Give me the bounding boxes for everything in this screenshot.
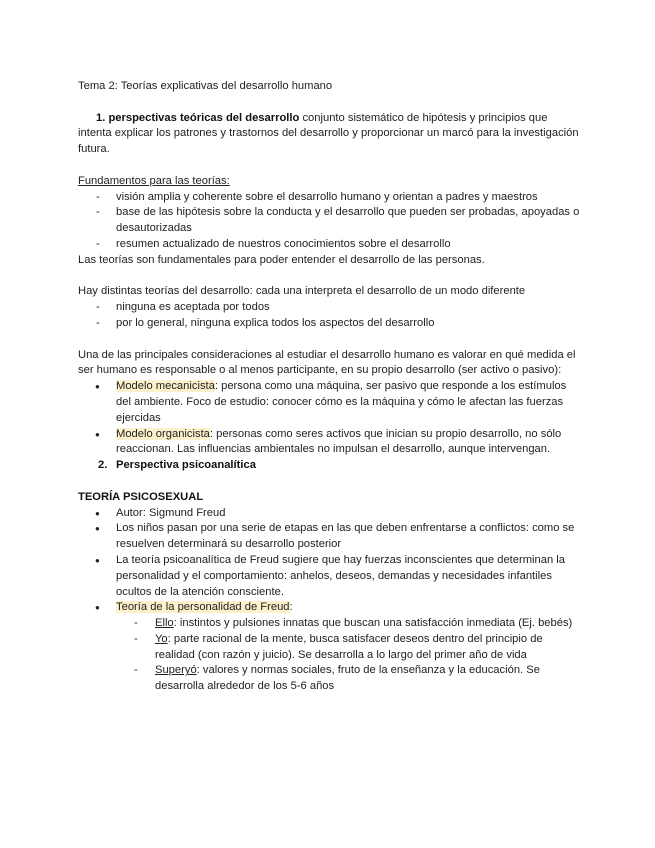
superyo-label: Superyó — [155, 664, 197, 677]
section-1-text: conjunto sistemático de hipótesis y principios que intenta explicar los patrones y trastornos del desarrollo y proporcionar un marcó para la investigación futura. — [78, 111, 579, 156]
section-2-label: Perspectiva psicoanalítica — [116, 459, 256, 472]
teoria-heading — [78, 490, 583, 506]
distintas-list — [78, 300, 583, 332]
list-item — [78, 379, 583, 426]
personalidad-sublist — [78, 616, 583, 695]
distintas-intro: Hay distintas teorías del desarrollo: cada una interpreta el desarrollo de un modo diferente — [78, 285, 526, 298]
list-item — [78, 632, 583, 664]
list-item: - visión amplia y coherente sobre el desarrollo humano y orientan a padres y maestros — [78, 190, 583, 206]
document-title: Tema 2: Teorías explicativas del desarrollo humano — [78, 80, 333, 92]
list-item: ● Los niños pasan por una serie de etapas en las que deben enfrentarse a conflictos: como se resuelven determinará su desarrollo posterior — [78, 521, 583, 553]
ello-label: Ello — [155, 617, 174, 630]
fundamentos-heading: Fundamentos para las teorías: — [78, 174, 230, 187]
list-item — [78, 427, 583, 459]
section-2-heading — [78, 458, 583, 474]
superyo-text: : valores y normas sociales, fruto de la enseñanza y la educación. Se desarrolla alrededor de los 5-6 años — [155, 664, 540, 693]
personalidad-label: Teoría de la personalidad de Freud — [116, 601, 290, 614]
fundamentos-conclusion: Las teorías son fundamentales para poder entender el desarrollo de las personas. — [78, 253, 485, 266]
section-2-number: 2. — [98, 459, 108, 472]
yo-label: Yo — [155, 632, 168, 645]
list-item: ● La teoría psicoanalítica de Freud sugiere que hay fuerzas inconscientes que determinan la personalidad y el comportamiento: anhelos, deseos, demandas y necesidades infantiles ocultos de la atención consciente. — [78, 553, 583, 600]
section-1-heading: 1. perspectivas teóricas del desarrollo — [96, 111, 300, 124]
list-item: - por lo general, ninguna explica todos los aspectos del desarrollo — [78, 316, 583, 332]
modelo-mecanicista-label: Modelo mecanicista — [116, 380, 215, 393]
list-item — [78, 600, 583, 616]
list-item: - ninguna es aceptada por todos — [78, 300, 583, 316]
modelo-organicista-text: : personas como seres activos que inician su propio desarrollo, no sólo reaccionan. Las influencias ambientales no impulsan el desarrollo, aunque intervengan. — [116, 427, 562, 456]
list-item: ● Autor: Sigmund Freud — [78, 506, 583, 522]
modelos-list — [78, 379, 583, 458]
teoria-list — [78, 506, 583, 617]
list-item — [78, 616, 583, 632]
section-1-paragraph — [78, 111, 583, 158]
yo-text: : parte racional de la mente, busca satisfacer deseos dentro del principio de realidad (con razón y juicio). Se desarrolla a lo largo del primer año de vida — [155, 632, 543, 661]
ello-text: : instintos y pulsiones innatas que buscan una satisfacción inmediata (Ej. bebés) — [173, 617, 573, 630]
list-item: - base de las hipótesis sobre la conducta y el desarrollo que pueden ser probadas, apoyadas o desautorizadas — [78, 205, 583, 237]
fundamentos-list — [78, 190, 583, 253]
teoria-heading-text: TEORÍA PSICOSEXUAL — [78, 490, 204, 503]
modelo-organicista-label: Modelo organicista — [116, 427, 210, 440]
modelo-mecanicista-text: : persona como una máquina, ser pasivo que responde a los estímulos del ambiente. Foco de estudio: conocer cómo es la máquina y cómo le afectan las fuerzas ejercidas — [116, 380, 567, 424]
document-page — [78, 79, 583, 695]
list-item: - resumen actualizado de nuestros conocimientos sobre el desarrollo — [78, 237, 583, 253]
personalidad-colon: : — [289, 601, 293, 614]
list-item — [78, 663, 583, 695]
consideraciones-intro: Una de las principales consideraciones al estudiar el desarrollo humano es valorar en qué medida el ser humano es responsable o al menos participante, en su propio desarrollo (ser activo o pasivo): — [78, 348, 576, 377]
